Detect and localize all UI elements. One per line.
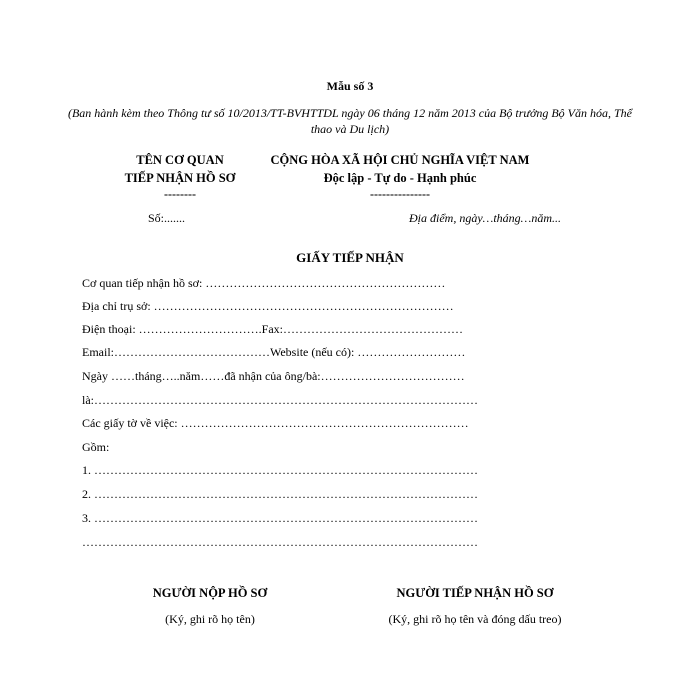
document-title: GIẤY TIẾP NHẬN <box>296 250 404 265</box>
signature-receiver-title: NGƯỜI TIẾP NHẬN HỒ SƠ <box>396 586 554 600</box>
agency-header <box>100 151 260 201</box>
nation-dashes: --------------- <box>370 187 430 201</box>
list-item: 2. …………………………………………………………………………………… <box>82 487 478 501</box>
signature-submitter-note: (Ký, ghi rõ họ tên) <box>165 612 255 626</box>
nation-line1: CỘNG HÒA XÃ HỘI CHỦ NGHĨA VIỆT NAM <box>270 153 530 167</box>
field-address: Địa chỉ trụ sở: ………………………………………………………………… <box>82 299 454 313</box>
field-receiving-agency: Cơ quan tiếp nhận hồ sơ: …………………………………………………… <box>82 276 446 290</box>
list-item: 1. …………………………………………………………………………………… <box>82 463 478 477</box>
field-email-website: Email:…………………………………Website (nếu có): ……………………… <box>82 345 466 359</box>
agency-dashes: -------- <box>164 187 196 201</box>
field-phone-fax: Điện thoại: ………………………….Fax:……………………………………… <box>82 322 463 336</box>
field-documents-subject: Các giấy tờ về việc: ……………………………………………………………… <box>82 416 469 430</box>
list-item: ……………………………………………………………………………………… <box>82 535 478 549</box>
agency-line1: TÊN CƠ QUAN <box>136 153 224 167</box>
field-received-date: Ngày ……tháng…..năm……đã nhận của ông/bà:……………………………… <box>82 369 465 383</box>
nation-motto: Độc lập - Tự do - Hạnh phúc <box>323 171 477 185</box>
decree-note: (Ban hành kèm theo Thông tư số 10/2013/TT-BVHTTDL ngày 06 tháng 12 năm 2013 của Bộ trưởng Bộ Văn hóa, Thể thao và Du lịch) <box>67 106 633 136</box>
signature-submitter <box>120 580 300 632</box>
form-number: Mẫu số 3 <box>326 79 374 93</box>
signature-receiver-note: (Ký, ghi rõ họ tên và đóng dấu treo) <box>388 612 562 626</box>
signature-submitter-title: NGƯỜI NỘP HỒ SƠ <box>152 586 268 600</box>
field-role: là:…………………………………………………………………………………… <box>82 393 478 407</box>
national-header <box>270 151 530 201</box>
signature-receiver <box>365 580 585 632</box>
agency-line2: TIẾP NHẬN HỒ SƠ <box>124 171 236 185</box>
list-item: 3. …………………………………………………………………………………… <box>82 511 478 525</box>
document-number: Số:....... <box>148 211 186 225</box>
place-and-date: Địa điểm, ngày…tháng…năm... <box>409 211 561 225</box>
field-includes-label: Gồm: <box>82 440 110 454</box>
